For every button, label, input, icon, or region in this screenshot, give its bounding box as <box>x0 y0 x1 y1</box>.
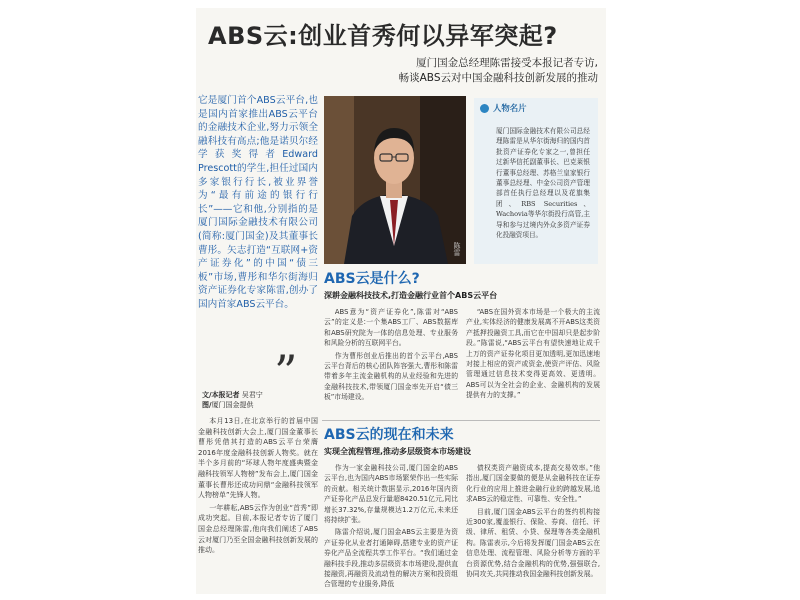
section-2-col-right <box>466 463 600 592</box>
sidebar-body <box>198 416 318 558</box>
sidebar-paragraph: 本月13日,在北京举行的首届中国金融科技创新大会上,厦门国金董事长曹彤凭借其打造的ABS云平台荣膺2016年度金融科技创新人物奖。就在半个多月前的“环球人物年度盛典暨金融科技领军人物榜”发布会上,厦门国金董事长曹彤还成功问鼎“金融科技领军人物榜单”先锋人物。 <box>198 417 318 500</box>
body-paragraph: 作为一家金融科技公司,厦门国金的ABS云平台,也为国内ABS市场繁荣作出一些实际的贡献。相关统计数据显示,2016年国内资产证券化产品总发行量超8420.51亿元,同比增长37.32%,存量规模达1.2万亿元,未来还将持续扩张。 <box>324 464 458 525</box>
body-paragraph: 目前,厦门国金ABS云平台的签约机构接近300家,覆盖银行、保险、券商、信托、评级、律所、租赁、小贷、保理等各类金融机构。陈雷表示,今后将发挥厦门国金ABS云在信息处理、流程管理、风险分析等方面的平台资源优势,结合金融机构的优势,强强联合,协同攻关,共同推动我国金融科技创新发展。 <box>466 507 600 579</box>
body-paragraph: “ABS在国外资本市场是一个极大的主流产业,实体经济的健康发展离不开ABS这类资产抵押投融资工具,而它在中国却只是起步阶段。”陈雷说,“ABS云平台有望快速地让成千上万的资产证券化项目更加透明,更加迅速地对接上相应的资产或资金,使资产评估、风险管理通过信息技术变得更高效、更透明。ABS可以为全社会的企业、金融机构的发展提供有力的支撑。” <box>466 308 600 400</box>
byline <box>202 390 318 410</box>
profile-box <box>474 98 598 264</box>
section-1-subtitle: 深耕金融科技技术,打造金融行业首个ABS云平台 <box>324 291 498 300</box>
reporter-label: 文/本报记者 <box>202 391 240 399</box>
photo-source: 厦门国金提供 <box>211 401 254 409</box>
subtitle-line-1: 厦门国金总经理陈雷接受本报记者专访, <box>416 57 598 69</box>
body-paragraph: ABS意为“资产证券化”,陈雷对“ABS云”的定义是:一个集ABS工厂、ABS数据库和ABS研究院为一体的信息处理、专业服务和风险分析的互联网平台。 <box>324 308 458 348</box>
profile-title: 人物名片 <box>493 103 527 113</box>
portrait-illustration <box>324 96 466 264</box>
body-paragraph: 债权类资产融资成本,提高交易效率。”他指出,厦门国金要做的便是从金融科技在证券化行业的应用上推进金融行业的跨越发展,追求ABS云的稳定性、可靠性、安全性。” <box>466 464 600 504</box>
section-divider <box>322 420 600 421</box>
headline: ABS云:创业首秀何以异军突起? <box>208 22 558 50</box>
section-2-subtitle: 实现全流程管理,推动多层级资本市场建设 <box>324 447 472 456</box>
section-1-col-left <box>324 307 458 405</box>
photo-label: 图/ <box>202 401 212 409</box>
section-1-col-right <box>466 307 600 405</box>
section-present-future <box>324 424 600 592</box>
profile-header <box>480 102 598 114</box>
section-1-title: ABS云是什么? <box>324 271 420 287</box>
reporter-name: 吴君宁 <box>241 391 263 399</box>
subtitle-line-2: 畅谈ABS云对中国金融科技创新发展的推动 <box>398 72 598 84</box>
left-sidebar <box>198 94 318 592</box>
profile-dot-icon <box>480 104 489 113</box>
sidebar-paragraph: 一年耕耘,ABS云作为创业“首秀”即成功突起。目前,本报记者专访了厦门国金总经理陈雷,他向我们阐述了ABS云对厦门乃至全国金融科技创新发展的推动。 <box>198 503 318 555</box>
newspaper-page <box>196 8 606 594</box>
section-2-columns <box>324 463 600 592</box>
profile-text: 厦门国际金融技术有限公司总经理陈雷是从华尔街海归的国内首批资产证券化专家之一,曾担任过新华信托副董事长、巴克莱银行董事总经理、苏格兰皇家银行董事总经理、中金公司资产管理部首任执行总经理以及花旗集团、RBS Securities、Wachovia等华尔街投行高管,主导和参与过境内外众多资产证券化投融资项目。 <box>496 127 590 240</box>
body-paragraph: 陈雷介绍说,厦门国金ABS云主要是为资产证券化从业者打通障碍,搭建专业的资产证券化产品全流程共享工作平台。“我们通过金融科技手段,推动多层级资本市场建设,提供直接融资,再融资及流动性的解决方案和投资组合管理的专业服务,降低 <box>324 528 458 589</box>
body-paragraph: 作为曹彤创业后推出的首个云平台,ABS云平台背后的核心团队阵容强大,曹彤和陈雷带着多年主流金融机构的从业经验和先进的金融科技技术,带领厦门国金率先开启“债三板”市场建设。 <box>324 351 458 402</box>
section-2-col-left <box>324 463 458 592</box>
closing-quote-icon: ” <box>274 345 298 399</box>
section-what-is-abs <box>324 268 600 405</box>
portrait-photo <box>324 96 466 264</box>
subtitle <box>218 56 598 86</box>
section-2-title: ABS云的现在和未来 <box>324 427 454 443</box>
photo-caption: 陈雷 <box>453 242 461 256</box>
lead-paragraph: 它是厦门首个ABS云平台,也是国内首家推出ABS云平台的金融技术企业,努力示领全融科技有高点;他是诺贝尔经学获奖得者Edward Prescott的学生,担任过国内多家银行行长,被业界誉为“最有前途的银行行长”——它和他,分别指的是厦门国际金融技术有限公司(简称:厦门国金)及其董事长曹彤。矢志打造“互联网+资产证券化”的中国“债三板”市场,曹彤和华尔街海归资产证券化专家陈雷,创办了国内首家ABS云平台。 <box>198 95 318 310</box>
section-1-columns <box>324 307 600 405</box>
